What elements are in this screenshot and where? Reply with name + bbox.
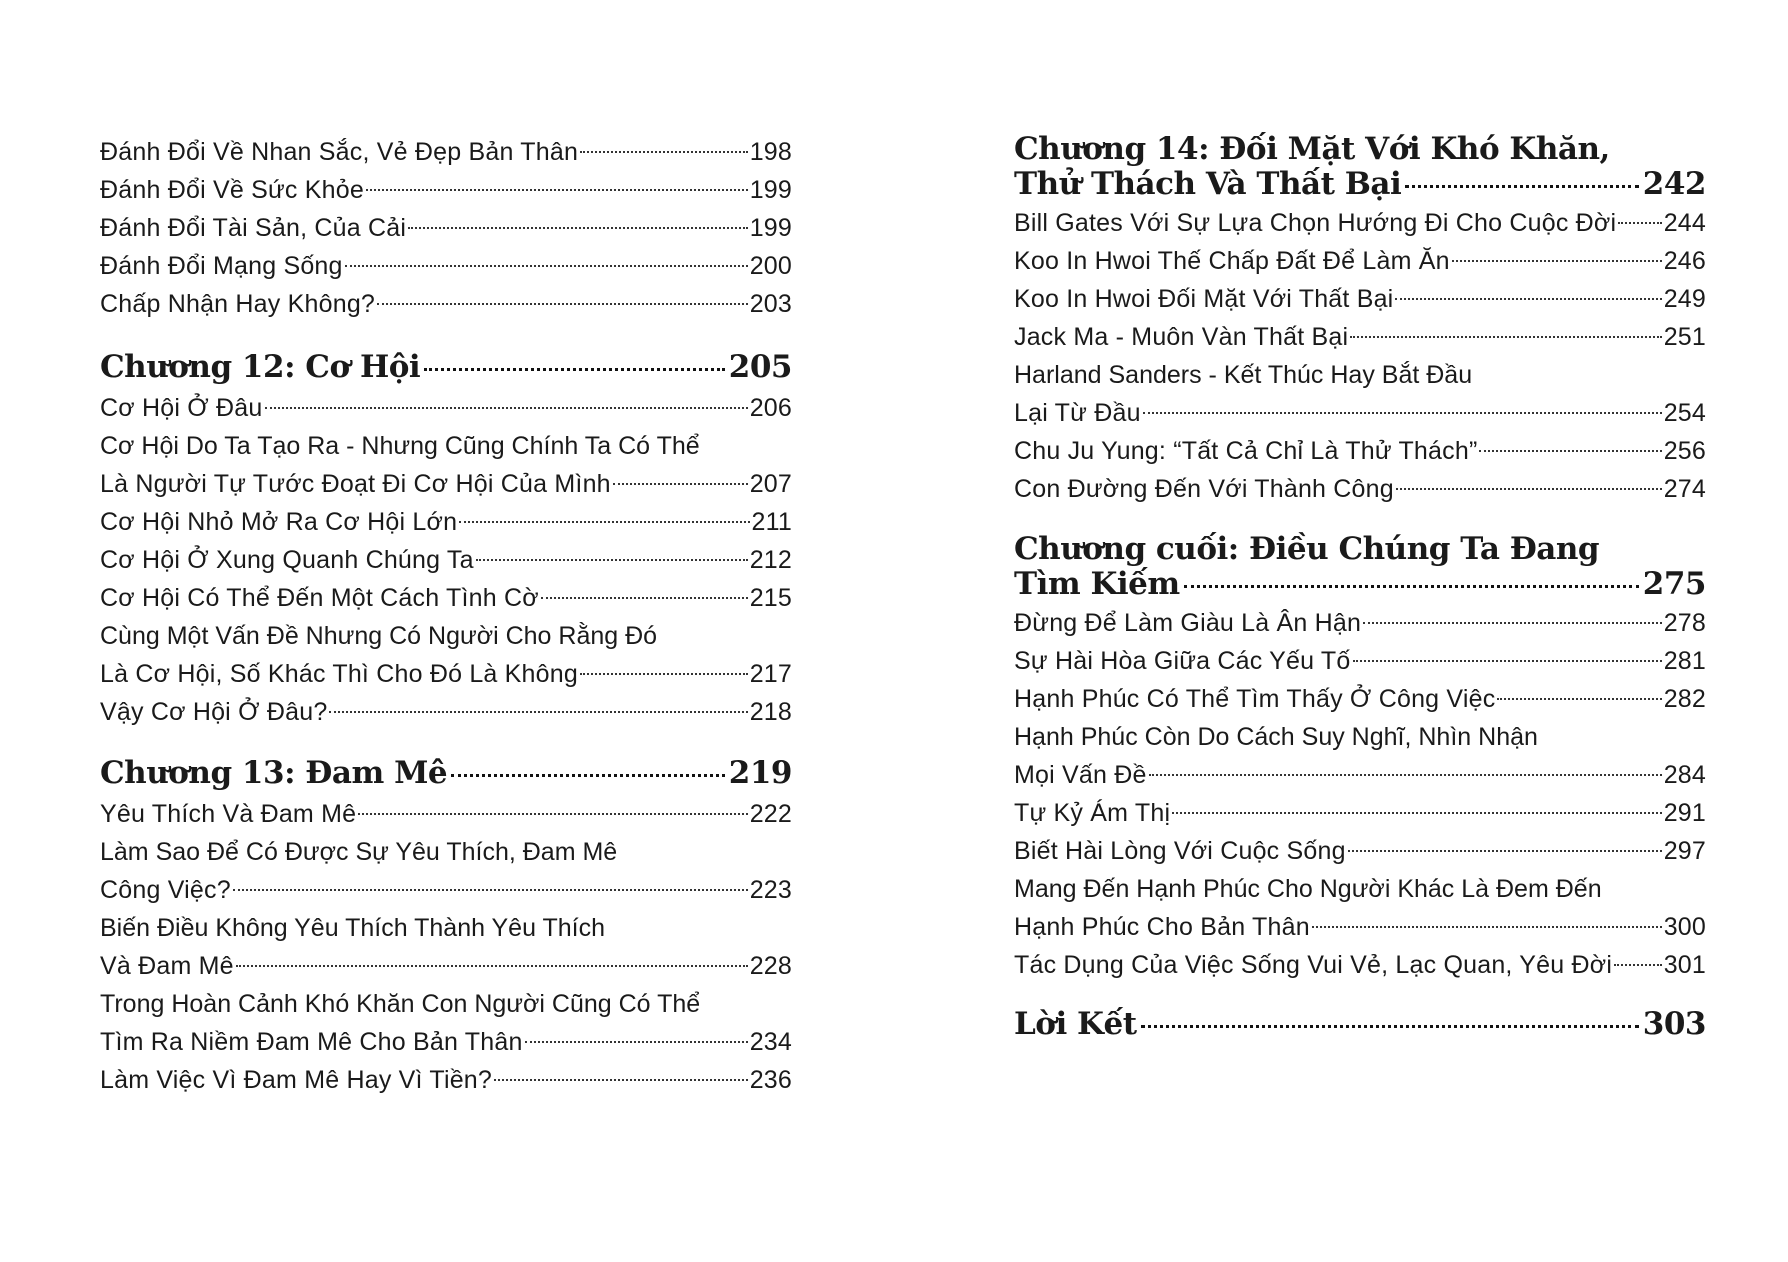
page-number: 223 [749,876,792,904]
toc-entry-line: Harland Sanders - Kết Thúc Hay Bắt Đầu [1014,361,1473,389]
toc-entry-line: Mang Đến Hạnh Phúc Cho Người Khác Là Đem Đến [1014,875,1602,903]
dot-leader [1396,488,1662,490]
toc-entry[interactable]: Mọi Vấn Đề 284 [1014,756,1706,794]
dot-leader [580,151,748,153]
chapter-heading-line[interactable]: Chương cuối: Điều Chúng Ta Đang [1014,531,1600,567]
page-number: 234 [749,1028,792,1056]
page-number: 254 [1663,399,1706,427]
page-number: 297 [1663,837,1706,865]
dot-leader [1614,964,1662,966]
dot-leader [358,813,747,815]
page-number: 291 [1663,799,1706,827]
dot-leader [1452,260,1662,262]
dot-leader [408,227,748,229]
toc-entry[interactable]: Cơ Hội Ở Xung Quanh Chúng Ta 212 [100,541,792,579]
page-number: 246 [1663,247,1706,275]
page-number: 251 [1663,323,1706,351]
page-number: 206 [749,394,792,422]
dot-leader [236,965,748,967]
dot-leader [541,597,748,599]
toc-entry[interactable]: Chấp Nhận Hay Không? 203 [100,285,792,323]
page-number: 200 [749,252,792,280]
toc-entry[interactable]: Con Đường Đến Với Thành Công 274 [1014,470,1706,508]
chapter-14-section [1014,132,1706,508]
dot-leader [459,521,749,523]
toc-entry[interactable]: Tự Kỷ Ám Thị 291 [1014,794,1706,832]
dot-leader [265,407,748,409]
dot-leader [366,189,748,191]
toc-entry-line: Hạnh Phúc Còn Do Cách Suy Nghĩ, Nhìn Nhận [1014,723,1538,751]
dot-leader [525,1041,748,1043]
chapter-final-section [1014,532,1706,984]
dot-leader [377,303,748,305]
toc-entry[interactable]: Hạnh Phúc Có Thể Tìm Thấy Ở Công Việc 282 [1014,680,1706,718]
page-number: 215 [749,584,792,612]
page-number: 203 [749,290,792,318]
chapter-heading[interactable]: Chương 12: Cơ Hội 205 [100,349,792,385]
toc-entry[interactable]: Cơ Hội Ở Đâu 206 [100,389,792,427]
page-number: 222 [749,800,792,828]
page-number: 284 [1663,761,1706,789]
toc-entry[interactable]: Tác Dụng Của Việc Sống Vui Vẻ, Lạc Quan, Yêu Đời 301 [1014,946,1706,984]
dot-leader [580,673,748,675]
page-number: 278 [1663,609,1706,637]
toc-entry[interactable]: Đánh Đổi Về Nhan Sắc, Vẻ Đẹp Bản Thân 198 [100,133,792,171]
chapter-12-section [100,349,792,731]
page-number: 274 [1663,475,1706,503]
dot-leader [494,1079,748,1081]
page-number: 249 [1663,285,1706,313]
toc-entry[interactable]: Đừng Để Làm Giàu Là Ân Hận 278 [1014,604,1706,642]
toc-entry-line: Biến Điều Không Yêu Thích Thành Yêu Thích [100,914,606,942]
toc-entry[interactable]: Tìm Ra Niềm Đam Mê Cho Bản Thân 234 [100,1023,792,1061]
dot-leader [1479,450,1661,452]
page-number: 228 [749,952,792,980]
dot-leader [233,889,748,891]
page-number: 275 [1642,566,1706,602]
toc-entry[interactable]: Hạnh Phúc Cho Bản Thân 300 [1014,908,1706,946]
dot-leader [613,483,748,485]
page-number: 198 [749,138,792,166]
toc-entry[interactable]: Biết Hài Lòng Với Cuộc Sống 297 [1014,832,1706,870]
toc-entry[interactable]: Đánh Đổi Tài Sản, Của Cải 199 [100,209,792,247]
epilogue-section [1014,1006,1706,1042]
page-number: 244 [1663,209,1706,237]
dot-leader [1350,336,1661,338]
intro-entries-group [100,133,792,323]
toc-entry[interactable]: Đánh Đổi Về Sức Khỏe 199 [100,171,792,209]
toc-entry[interactable]: Jack Ma - Muôn Vàn Thất Bại 251 [1014,318,1706,356]
toc-entry[interactable]: Bill Gates Với Sự Lựa Chọn Hướng Đi Cho Cuộc Đời 244 [1014,204,1706,242]
page-number: 256 [1663,437,1706,465]
dot-leader [1348,850,1662,852]
toc-entry-line: Cơ Hội Do Ta Tạo Ra - Nhưng Cũng Chính Ta Có Thể [100,432,700,460]
chapter-heading[interactable]: Lời Kết 303 [1014,1006,1706,1042]
toc-entry[interactable]: Sự Hài Hòa Giữa Các Yếu Tố 281 [1014,642,1706,680]
dot-leader [1618,222,1661,224]
dot-leader [1353,660,1662,662]
toc-entry[interactable]: Công Việc? 223 [100,871,792,909]
page-number: 281 [1663,647,1706,675]
dot-leader [1143,412,1662,414]
page-number: 205 [728,349,792,385]
toc-entry[interactable]: Là Cơ Hội, Số Khác Thì Cho Đó Là Không 217 [100,655,792,693]
dot-leader [1312,926,1662,928]
toc-entry[interactable]: Làm Việc Vì Đam Mê Hay Vì Tiền? 236 [100,1061,792,1099]
toc-entry[interactable]: Cơ Hội Nhỏ Mở Ra Cơ Hội Lớn 211 [100,503,792,541]
page-number: 217 [749,660,792,688]
dot-leader [329,711,747,713]
page-number: 211 [751,508,792,536]
dot-leader [1172,812,1661,814]
dot-leader [1184,585,1639,588]
page-number: 199 [749,214,792,242]
page-number: 242 [1642,166,1706,202]
dot-leader [451,774,725,777]
page-number: 212 [749,546,792,574]
page-number: 199 [749,176,792,204]
toc-entry-line: Cùng Một Vấn Đề Nhưng Có Người Cho Rằng Đó [100,622,658,650]
dot-leader [1363,622,1662,624]
dot-leader [345,265,748,267]
page-number: 218 [749,698,792,726]
toc-entry[interactable]: Yêu Thích Và Đam Mê 222 [100,795,792,833]
dot-leader [476,559,748,561]
dot-leader [1141,1025,1639,1028]
toc-entry-line: Trong Hoàn Cảnh Khó Khăn Con Người Cũng Có Thể [100,990,701,1018]
dot-leader [1395,298,1661,300]
toc-entry[interactable]: Koo In Hwoi Thế Chấp Đất Để Làm Ăn 246 [1014,242,1706,280]
chapter-heading[interactable]: Thử Thách Và Thất Bại 242 [1014,166,1706,202]
chapter-13-section [100,755,792,1099]
chapter-heading-line[interactable]: Chương 14: Đối Mặt Với Khó Khăn, [1014,131,1610,167]
dot-leader [1405,185,1638,188]
dot-leader [1497,698,1661,700]
toc-entry[interactable]: Đánh Đổi Mạng Sống 200 [100,247,792,285]
page-number: 300 [1663,913,1706,941]
chapter-heading[interactable]: Chương 13: Đam Mê 219 [100,755,792,791]
page-number: 207 [749,470,792,498]
dot-leader [1149,774,1662,776]
toc-entry[interactable]: Chu Ju Yung: “Tất Cả Chỉ Là Thử Thách” 256 [1014,432,1706,470]
toc-entry[interactable]: Là Người Tự Tước Đoạt Đi Cơ Hội Của Mình 207 [100,465,792,503]
toc-entry[interactable]: Cơ Hội Có Thể Đến Một Cách Tình Cờ 215 [100,579,792,617]
page-number: 301 [1663,951,1706,979]
toc-entry[interactable]: Vậy Cơ Hội Ở Đâu? 218 [100,693,792,731]
page-number: 236 [749,1066,792,1094]
toc-entry[interactable]: Lại Từ Đầu 254 [1014,394,1706,432]
dot-leader [424,368,725,371]
page-number: 219 [728,755,792,791]
page-number: 282 [1663,685,1706,713]
toc-entry-line: Làm Sao Để Có Được Sự Yêu Thích, Đam Mê [100,838,618,866]
toc-entry[interactable]: Và Đam Mê 228 [100,947,792,985]
page-number: 303 [1642,1006,1706,1042]
chapter-heading[interactable]: Tìm Kiếm 275 [1014,566,1706,602]
toc-entry[interactable]: Koo In Hwoi Đối Mặt Với Thất Bại 249 [1014,280,1706,318]
